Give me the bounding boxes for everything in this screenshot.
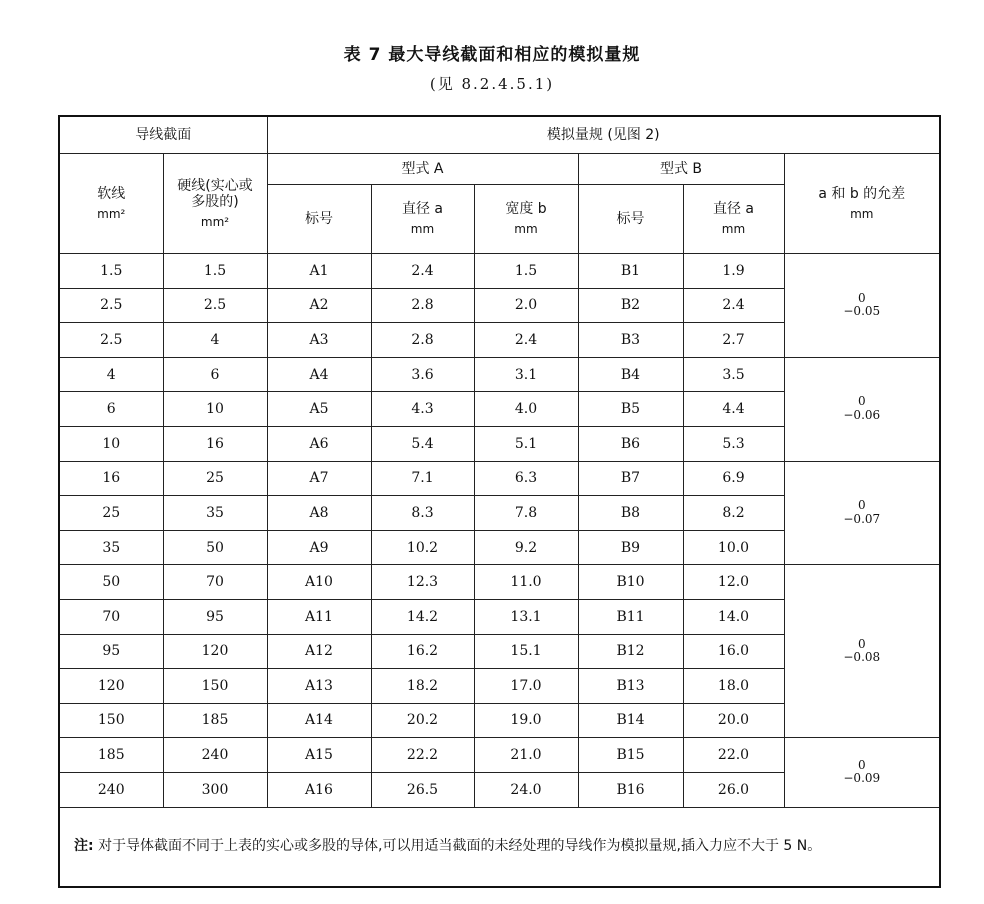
cell-soft: 16 — [59, 461, 163, 496]
cell-tolerance — [784, 357, 940, 461]
cell-a-width: 19.0 — [474, 703, 578, 738]
cell-a-dia: 20.2 — [371, 703, 474, 738]
cell-soft: 10 — [59, 426, 163, 461]
cell-soft: 6 — [59, 392, 163, 427]
cell-b-dia: 26.0 — [683, 772, 784, 807]
cell-tolerance — [784, 565, 940, 738]
note-text: 对于导体截面不同于上表的实心或多股的导体,可以用适当截面的未经处理的导线作为模拟量规,插入力应不大于 5 N。 — [98, 838, 822, 855]
table-row — [59, 357, 940, 392]
cell-b-mark: B9 — [578, 530, 683, 565]
header-hard-wire — [163, 154, 267, 254]
header-b-mark: 标号 — [578, 185, 683, 254]
tolerance-upper: 0 — [857, 290, 866, 305]
cell-a-mark: A12 — [267, 634, 371, 669]
cell-a-mark: A3 — [267, 323, 371, 358]
cell-b-mark: B11 — [578, 599, 683, 634]
tolerance-lower: −0.08 — [843, 650, 881, 665]
hard-wire-unit: mm² — [200, 214, 230, 229]
cell-a-width: 15.1 — [474, 634, 578, 669]
cell-a-mark: A16 — [267, 772, 371, 807]
cell-b-dia: 2.4 — [683, 288, 784, 323]
cell-hard: 6 — [163, 357, 267, 392]
cell-a-mark: A9 — [267, 530, 371, 565]
tolerance-upper: 0 — [857, 636, 866, 651]
cell-b-dia: 3.5 — [683, 357, 784, 392]
cell-soft: 2.5 — [59, 288, 163, 323]
cell-soft: 120 — [59, 669, 163, 704]
cell-hard: 25 — [163, 461, 267, 496]
cell-a-dia: 16.2 — [371, 634, 474, 669]
cell-hard: 1.5 — [163, 254, 267, 289]
table-row — [59, 565, 940, 600]
cell-a-mark: A7 — [267, 461, 371, 496]
table-title: 表 7 最大导线截面和相应的模拟量规 — [343, 45, 641, 65]
cell-hard: 95 — [163, 599, 267, 634]
cell-tolerance — [784, 738, 940, 807]
cell-tolerance — [784, 461, 940, 565]
cell-a-dia: 22.2 — [371, 738, 474, 773]
cell-b-mark: B12 — [578, 634, 683, 669]
cell-a-dia: 3.6 — [371, 357, 474, 392]
cell-soft: 1.5 — [59, 254, 163, 289]
cell-hard: 4 — [163, 323, 267, 358]
cell-a-dia: 4.3 — [371, 392, 474, 427]
cell-b-dia: 20.0 — [683, 703, 784, 738]
cell-soft: 2.5 — [59, 323, 163, 358]
cell-a-dia: 2.8 — [371, 323, 474, 358]
cell-a-width: 2.4 — [474, 323, 578, 358]
cell-b-dia: 18.0 — [683, 669, 784, 704]
cell-hard: 70 — [163, 565, 267, 600]
b-diameter-unit: mm — [721, 222, 746, 237]
soft-wire-unit: mm² — [97, 206, 126, 221]
cell-a-mark: A11 — [267, 599, 371, 634]
cell-a-width: 11.0 — [474, 565, 578, 600]
cell-a-dia: 7.1 — [371, 461, 474, 496]
cell-soft: 25 — [59, 496, 163, 531]
header-a-mark: 标号 — [267, 185, 371, 254]
cell-b-dia: 8.2 — [683, 496, 784, 531]
cell-b-dia: 14.0 — [683, 599, 784, 634]
cell-soft: 240 — [59, 772, 163, 807]
cell-a-width: 7.8 — [474, 496, 578, 531]
cell-hard: 185 — [163, 703, 267, 738]
tolerance-lower: −0.09 — [843, 771, 881, 786]
tolerance-lower: −0.05 — [843, 304, 881, 319]
cell-a-width: 9.2 — [474, 530, 578, 565]
cell-hard: 300 — [163, 772, 267, 807]
note-label: 注: — [74, 838, 94, 855]
cell-b-mark: B16 — [578, 772, 683, 807]
cell-b-dia: 16.0 — [683, 634, 784, 669]
cell-b-mark: B4 — [578, 357, 683, 392]
cell-b-mark: B14 — [578, 703, 683, 738]
cell-b-dia: 2.7 — [683, 323, 784, 358]
cell-hard: 120 — [163, 634, 267, 669]
cell-b-mark: B13 — [578, 669, 683, 704]
cell-a-dia: 14.2 — [371, 599, 474, 634]
cell-hard: 50 — [163, 530, 267, 565]
table-row — [59, 738, 940, 773]
cell-b-mark: B3 — [578, 323, 683, 358]
a-diameter-unit: mm — [410, 222, 435, 237]
cell-a-mark: A15 — [267, 738, 371, 773]
cell-a-width: 2.0 — [474, 288, 578, 323]
table-subtitle: (见 8.2.4.5.1) — [429, 75, 555, 93]
a-width-unit: mm — [514, 222, 538, 237]
header-b-diameter — [683, 185, 784, 254]
cell-a-mark: A14 — [267, 703, 371, 738]
cell-a-dia: 18.2 — [371, 669, 474, 704]
header-a-width — [474, 185, 578, 254]
cell-hard: 10 — [163, 392, 267, 427]
cell-a-width: 17.0 — [474, 669, 578, 704]
header-type-a: 型式 A — [267, 154, 578, 185]
b-diameter-label: 直径 a — [712, 201, 755, 218]
cell-a-dia: 26.5 — [371, 772, 474, 807]
cell-a-mark: A4 — [267, 357, 371, 392]
tolerance-upper: 0 — [857, 498, 866, 513]
cell-hard: 35 — [163, 496, 267, 531]
header-a-diameter — [371, 185, 474, 254]
cell-b-mark: B8 — [578, 496, 683, 531]
cell-a-width: 6.3 — [474, 461, 578, 496]
cell-b-dia: 12.0 — [683, 565, 784, 600]
cell-a-mark: A5 — [267, 392, 371, 427]
header-soft-wire — [59, 154, 163, 254]
cell-b-dia: 22.0 — [683, 738, 784, 773]
cell-a-width: 3.1 — [474, 357, 578, 392]
cell-a-dia: 12.3 — [371, 565, 474, 600]
cell-b-mark: B2 — [578, 288, 683, 323]
cell-a-width: 13.1 — [474, 599, 578, 634]
cell-b-dia: 6.9 — [683, 461, 784, 496]
table-note — [59, 807, 940, 887]
gauge-table — [58, 115, 941, 888]
cell-soft: 35 — [59, 530, 163, 565]
cell-a-dia: 2.8 — [371, 288, 474, 323]
cell-a-mark: A1 — [267, 254, 371, 289]
cell-a-dia: 5.4 — [371, 426, 474, 461]
cell-soft: 95 — [59, 634, 163, 669]
tolerance-label: a 和 b 的允差 — [818, 185, 906, 202]
cell-a-width: 21.0 — [474, 738, 578, 773]
cell-soft: 150 — [59, 703, 163, 738]
header-gauge: 模拟量规 (见图 2) — [267, 116, 940, 154]
cell-a-width: 5.1 — [474, 426, 578, 461]
hard-wire-label: 硬线(实心或多股的) — [177, 177, 253, 210]
cell-b-dia: 1.9 — [683, 254, 784, 289]
tolerance-upper: 0 — [857, 394, 866, 409]
tolerance-unit: mm — [850, 206, 874, 221]
tolerance-lower: −0.06 — [843, 408, 881, 423]
cell-a-mark: A8 — [267, 496, 371, 531]
header-tolerance — [784, 154, 940, 254]
cell-soft: 185 — [59, 738, 163, 773]
cell-a-dia: 10.2 — [371, 530, 474, 565]
cell-b-dia: 10.0 — [683, 530, 784, 565]
table-row — [59, 461, 940, 496]
cell-soft: 4 — [59, 357, 163, 392]
cell-a-mark: A6 — [267, 426, 371, 461]
cell-soft: 50 — [59, 565, 163, 600]
cell-hard: 150 — [163, 669, 267, 704]
cell-hard: 2.5 — [163, 288, 267, 323]
cell-b-mark: B6 — [578, 426, 683, 461]
cell-b-mark: B10 — [578, 565, 683, 600]
cell-a-mark: A13 — [267, 669, 371, 704]
cell-hard: 240 — [163, 738, 267, 773]
cell-b-mark: B5 — [578, 392, 683, 427]
cell-a-mark: A2 — [267, 288, 371, 323]
table-row — [59, 254, 940, 289]
header-type-b: 型式 B — [578, 154, 784, 185]
cell-a-width: 4.0 — [474, 392, 578, 427]
cell-a-width: 1.5 — [474, 254, 578, 289]
cell-a-dia: 2.4 — [371, 254, 474, 289]
cell-hard: 16 — [163, 426, 267, 461]
cell-b-mark: B7 — [578, 461, 683, 496]
cell-a-dia: 8.3 — [371, 496, 474, 531]
cell-b-mark: B15 — [578, 738, 683, 773]
cell-soft: 70 — [59, 599, 163, 634]
cell-a-mark: A10 — [267, 565, 371, 600]
cell-tolerance — [784, 254, 940, 358]
a-width-label: 宽度 b — [505, 201, 547, 218]
cell-b-dia: 4.4 — [683, 392, 784, 427]
tolerance-lower: −0.07 — [843, 511, 881, 526]
soft-wire-label: 软线 — [97, 185, 126, 202]
tolerance-upper: 0 — [857, 757, 866, 772]
header-conductor-section: 导线截面 — [59, 116, 267, 154]
cell-b-dia: 5.3 — [683, 426, 784, 461]
cell-b-mark: B1 — [578, 254, 683, 289]
cell-a-width: 24.0 — [474, 772, 578, 807]
a-diameter-label: 直径 a — [401, 201, 444, 218]
